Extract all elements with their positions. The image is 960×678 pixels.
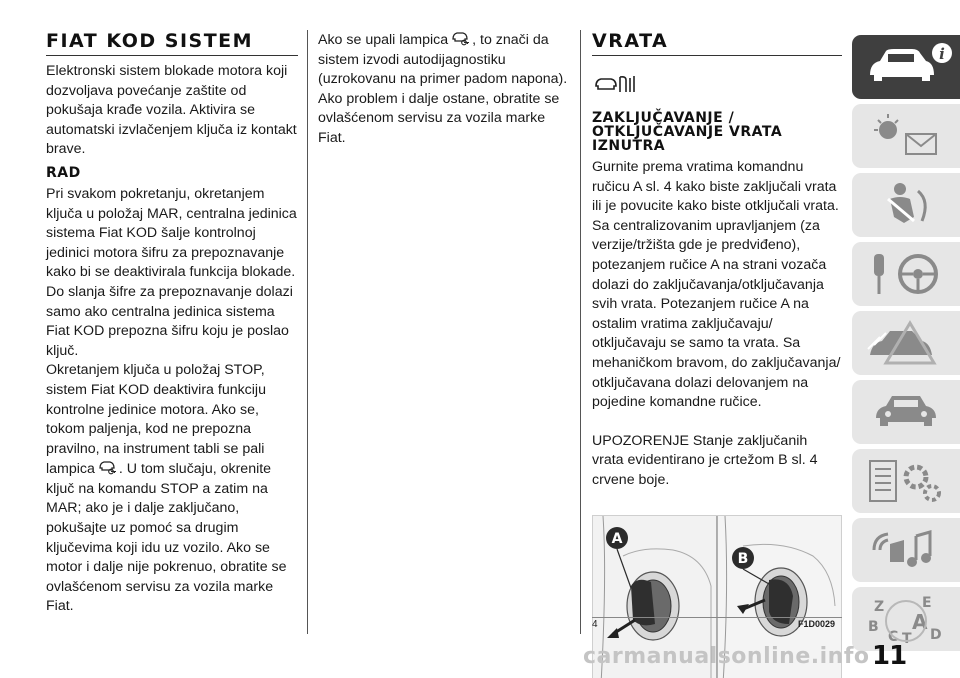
warning-paragraph: UPOZORENJE Stanje zaključanih vrata evidentirano je crtežom B sl. 4 crvene boje. (592, 432, 818, 488)
column-fiat-kod (46, 30, 298, 617)
rad-paragraph-2-start: Okretanjem ključa u položaj STOP, sistem Fiat KOD deaktivira funkciju kontrolne jedinice motora. Ako se, tokom paljenja, kod ne prepozna pravilno, na instrument tabli se pali lampica (46, 362, 266, 478)
column-divider-2 (580, 30, 581, 634)
index-letter: A (912, 610, 928, 634)
figure-label-a: A (611, 530, 623, 547)
door-lock-icon (592, 72, 640, 94)
technical-data-icon (860, 453, 956, 509)
paragraph-gap (592, 413, 842, 432)
multimedia-icon (860, 522, 956, 578)
tab-seat-safety[interactable] (852, 173, 960, 237)
chapter-sidebar (852, 35, 960, 656)
index-letter: C (888, 629, 899, 645)
intro-paragraph: Elektronski sistem blokade motora koji dozvoljava povećanje zaštite od pokušaja krađe vozila. Aktivira se automatski izvlačenjem ključa iz kontakt brave. (46, 63, 297, 158)
figure-label-b: B (737, 550, 749, 567)
column-vrata (592, 30, 842, 678)
car-info-icon (860, 39, 956, 95)
figure-code: F1D0029 (798, 619, 836, 629)
column-divider-1 (307, 30, 308, 634)
index-letter: T (902, 631, 912, 647)
warning-lights-icon (860, 108, 956, 164)
lamp-paragraph (318, 30, 568, 149)
key-steering-icon (860, 246, 956, 302)
seat-safety-icon (860, 177, 956, 233)
section-title-vrata: VRATA (592, 30, 842, 56)
rad-paragraph-2 (46, 361, 298, 617)
subheading-rad: RAD (46, 164, 81, 181)
doors-paragraph-1: Gurnite prema vratima komandnu ručicu A sl. 4 kako biste zaključali vrata ili je povucite kako biste otključali vrata. Sa centralizovanim upravljanjem (za verzije/tržišta gde je predviđeno), potezanjem ručice A na strani vozača dolazi do zaključavanja/otključavanja svih vrata. Potezanjem ručice A na ostalim vratima zaključavaju/ otključavaju se samo ta vrata. Sa mehaničkom bravom, do zaključavanja/ otključavana dolazi delovanjem na pojedine komandne ručice. (592, 159, 841, 411)
subheading-lock-unlock: ZAKLJUČAVANJE / OTKLJUČAVANJE VRATA IZNUTRA (592, 110, 783, 154)
watermark: carmanualsonline.info (583, 644, 870, 669)
rad-paragraph-2-end: . U tom slučaju, okrenite ključ na komandu STOP a zatim na MAR; ako je i dalje zaključano, pokušajte uz pomoć sa drugim ključevima koji idu uz vozilo. Ako se motor i dalje nije pokrenuo, obratite se ovlašćenom servisu za vozila marke Fiat. (46, 461, 287, 615)
column-continuation (318, 30, 568, 149)
tab-key-steering[interactable] (852, 242, 960, 306)
page-number: 11 (872, 641, 907, 671)
lamp-paragraph-start: Ako se upali lampica (318, 32, 449, 48)
svg-text:i: i (939, 45, 945, 63)
breakdown-icon (860, 315, 956, 371)
immobilizer-warning-icon (450, 30, 470, 46)
index-letter: E (922, 595, 932, 611)
tab-breakdown[interactable] (852, 311, 960, 375)
section-title-fiat-kod: FIAT KOD SISTEM (46, 30, 298, 56)
index-letter: D (930, 627, 942, 643)
index-letter: Z (874, 599, 885, 615)
tab-technical-data[interactable] (852, 449, 960, 513)
immobilizer-warning-icon (97, 459, 117, 475)
figure-caption-rule (592, 617, 842, 618)
rad-paragraph-1: Pri svakom pokretanju, okretanjem ključa u položaj MAR, centralna jedinica sistema Fiat KOD šalje kontrolnoj jedinici motora šifru za prepoznavanje kako bi se deaktivirala funkcija blokade. Do slanja šifre za prepoznavanje dolazi samo ako centralna jedinica sistema Fiat KOD prepozna šifru koju je poslao ključ. (46, 185, 297, 359)
figure-number: 4 (592, 619, 598, 630)
lamp-paragraph-end: , to znači da sistem izvodi autodijagnostiku (uzrokovanu na primer padom napona). Ako problem i dalje ostane, obratite se ovlašćenom servisu za vozila marke Fiat. (318, 32, 568, 146)
index-letter: B (868, 619, 879, 635)
car-maintenance-icon (860, 384, 956, 440)
tab-warning-lights[interactable] (852, 104, 960, 168)
tab-car-maintenance[interactable] (852, 380, 960, 444)
alphabetical-index-icon (860, 591, 956, 647)
tab-multimedia[interactable] (852, 518, 960, 582)
tab-car-info[interactable] (852, 35, 960, 99)
